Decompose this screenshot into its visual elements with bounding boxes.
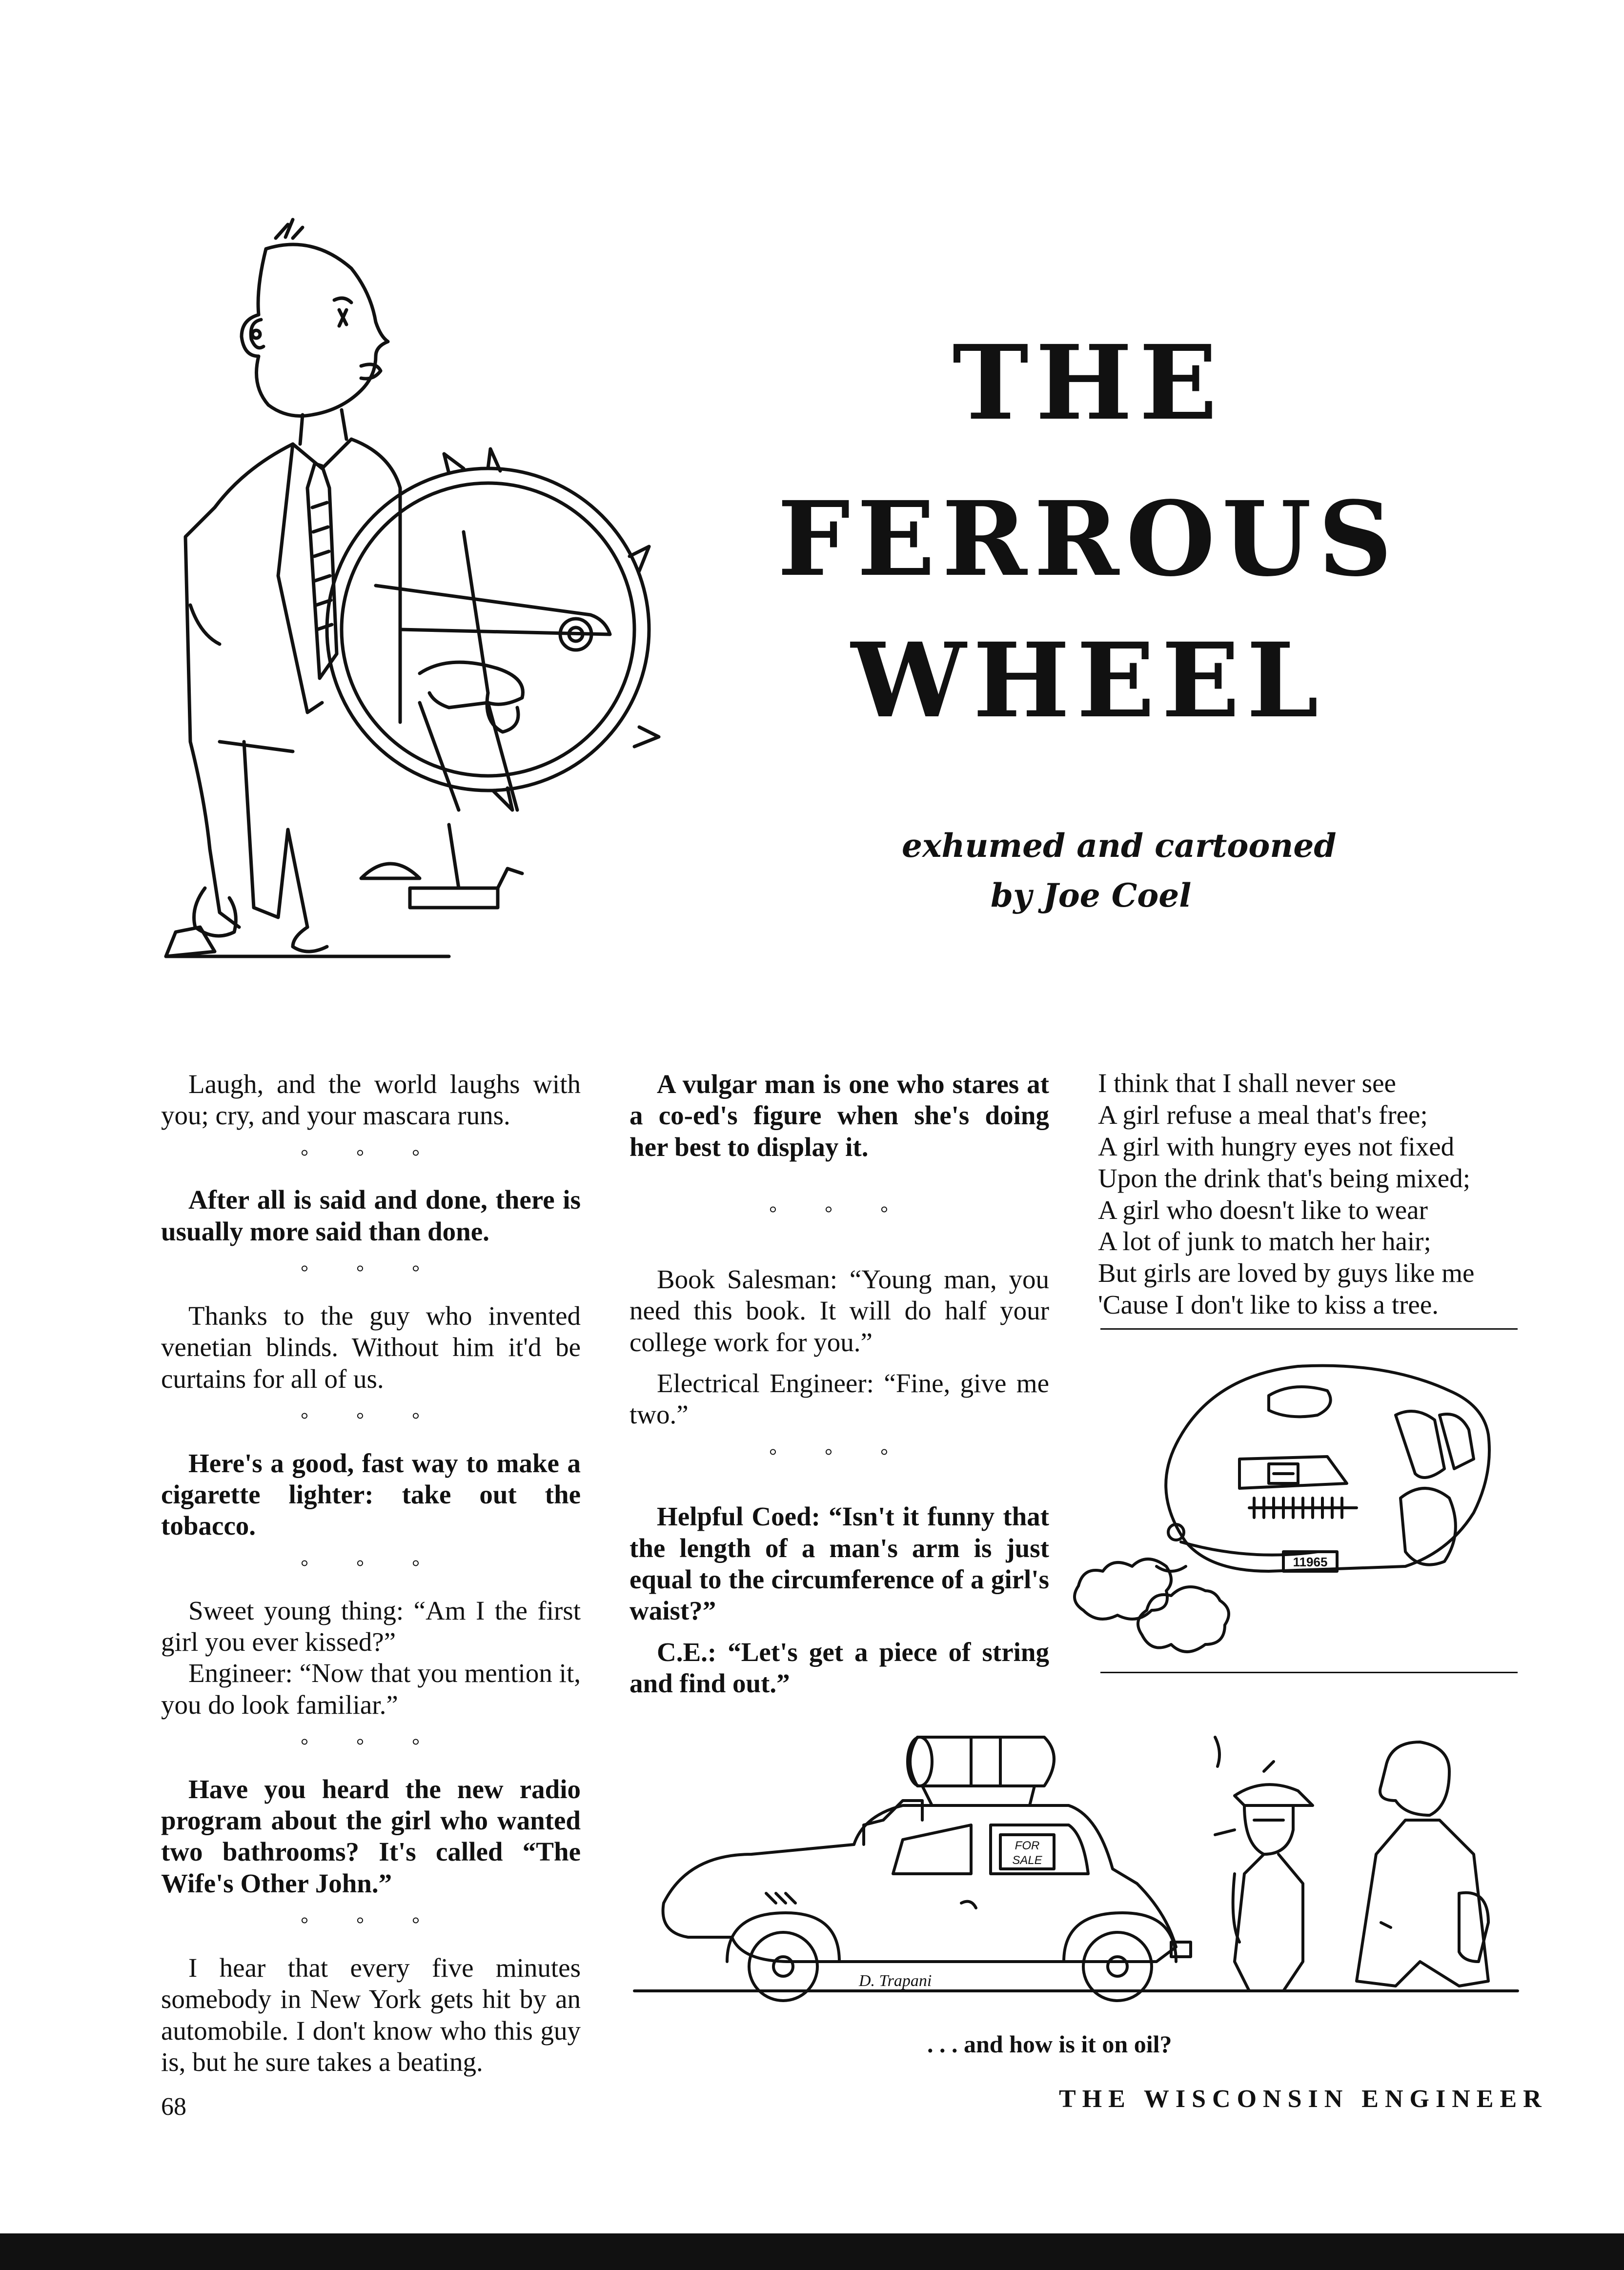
- joke-first-kiss-question: Sweet young thing: “Am I the first girl you ever kissed?”: [161, 1595, 581, 1657]
- joke-book-salesman: Book Salesman: “Young man, you need this book. It will do half your college work for you.”: [629, 1264, 1049, 1357]
- column-2: [629, 1069, 1049, 1699]
- joke-first-kiss-answer: Engineer: “Now that you mention it, you do look familiar.”: [161, 1658, 581, 1720]
- title-line-1: THE: [952, 323, 1224, 443]
- separator: ° ° °: [769, 1202, 910, 1224]
- artist-signature: D. Trapani: [859, 1972, 932, 1990]
- poem-line: But girls are loved by guys like me: [1098, 1258, 1475, 1288]
- sale-sign-line-1: FOR: [1015, 1839, 1040, 1852]
- poem: [1098, 1068, 1527, 1321]
- separator: ° ° °: [301, 1261, 441, 1283]
- car-for-sale-cartoon: [629, 1708, 1522, 2020]
- poem-line: 'Cause I don't like to kiss a tree.: [1098, 1290, 1439, 1320]
- separator: ° ° °: [301, 1408, 441, 1430]
- separator: ° ° °: [301, 1145, 441, 1167]
- joke-civil-engineer: C.E.: “Let's get a piece of string and find out.”: [629, 1637, 1049, 1699]
- poem-line: A girl with hungry eyes not fixed: [1098, 1131, 1455, 1161]
- title-line-2: FERROUS: [777, 479, 1399, 599]
- poem-line: A girl who doesn't like to wear: [1098, 1195, 1428, 1225]
- sale-sign-line-2: SALE: [1012, 1854, 1042, 1867]
- publication-name: THE WISCONSIN ENGINEER: [1059, 2085, 1548, 2113]
- poem-line: A girl refuse a meal that's free;: [1098, 1099, 1428, 1130]
- joke-cigarette-lighter: Here's a good, fast way to make a cigarette lighter: take out the tobacco.: [161, 1448, 581, 1541]
- poem-line: A lot of junk to match her hair;: [1098, 1226, 1431, 1257]
- poem-line: I think that I shall never see: [1098, 1068, 1396, 1098]
- joke-new-york: I hear that every five minutes somebody in New York gets hit by an automobile. I don't know who this guy is, but he sure takes a beating.: [161, 1952, 581, 2077]
- divider-rule: [1100, 1672, 1518, 1673]
- joke-mascara: Laugh, and the world laughs with you; cry, and your mascara runs.: [161, 1069, 581, 1131]
- joke-venetian-blinds: Thanks to the guy who invented venetian blinds. Without him it'd be curtains for all of us.: [161, 1300, 581, 1394]
- divider-rule: [1100, 1328, 1518, 1330]
- column-1: [161, 1069, 581, 2078]
- poem-line: Upon the drink that's being mixed;: [1098, 1163, 1470, 1193]
- separator: ° ° °: [301, 1555, 441, 1578]
- joke-said-and-done: After all is said and done, there is usually more said than done.: [161, 1185, 581, 1246]
- separator: ° ° °: [301, 1734, 441, 1756]
- scan-border: [0, 2233, 1624, 2270]
- title-line-3: WHEEL: [851, 620, 1326, 741]
- byline-line-2: by Joe Coel: [991, 876, 1192, 914]
- license-plate: 11965: [1293, 1555, 1328, 1569]
- page-number: 68: [161, 2093, 186, 2121]
- beetle-car-cartoon: [1064, 1337, 1518, 1679]
- joke-electrical-engineer: Electrical Engineer: “Fine, give me two.”: [629, 1368, 1049, 1430]
- cartoon-caption: . . . and how is it on oil?: [927, 2030, 1172, 2058]
- separator: ° ° °: [769, 1444, 910, 1466]
- byline-line-1: exhumed and cartooned: [902, 827, 1337, 865]
- joke-radio-program: Have you heard the new radio program about the girl who wanted two bathrooms? It's called “The Wife's Other John.”: [161, 1774, 581, 1898]
- joke-helpful-coed: Helpful Coed: “Isn't it funny that the length of a man's arm is just equal to the circumference of a girl's waist?”: [629, 1501, 1049, 1626]
- joke-vulgar-man: A vulgar man is one who stares at a co-ed's figure when she's doing her best to display it.: [629, 1069, 1049, 1162]
- man-with-wheel-cartoon: [146, 215, 673, 966]
- separator: ° ° °: [301, 1913, 441, 1935]
